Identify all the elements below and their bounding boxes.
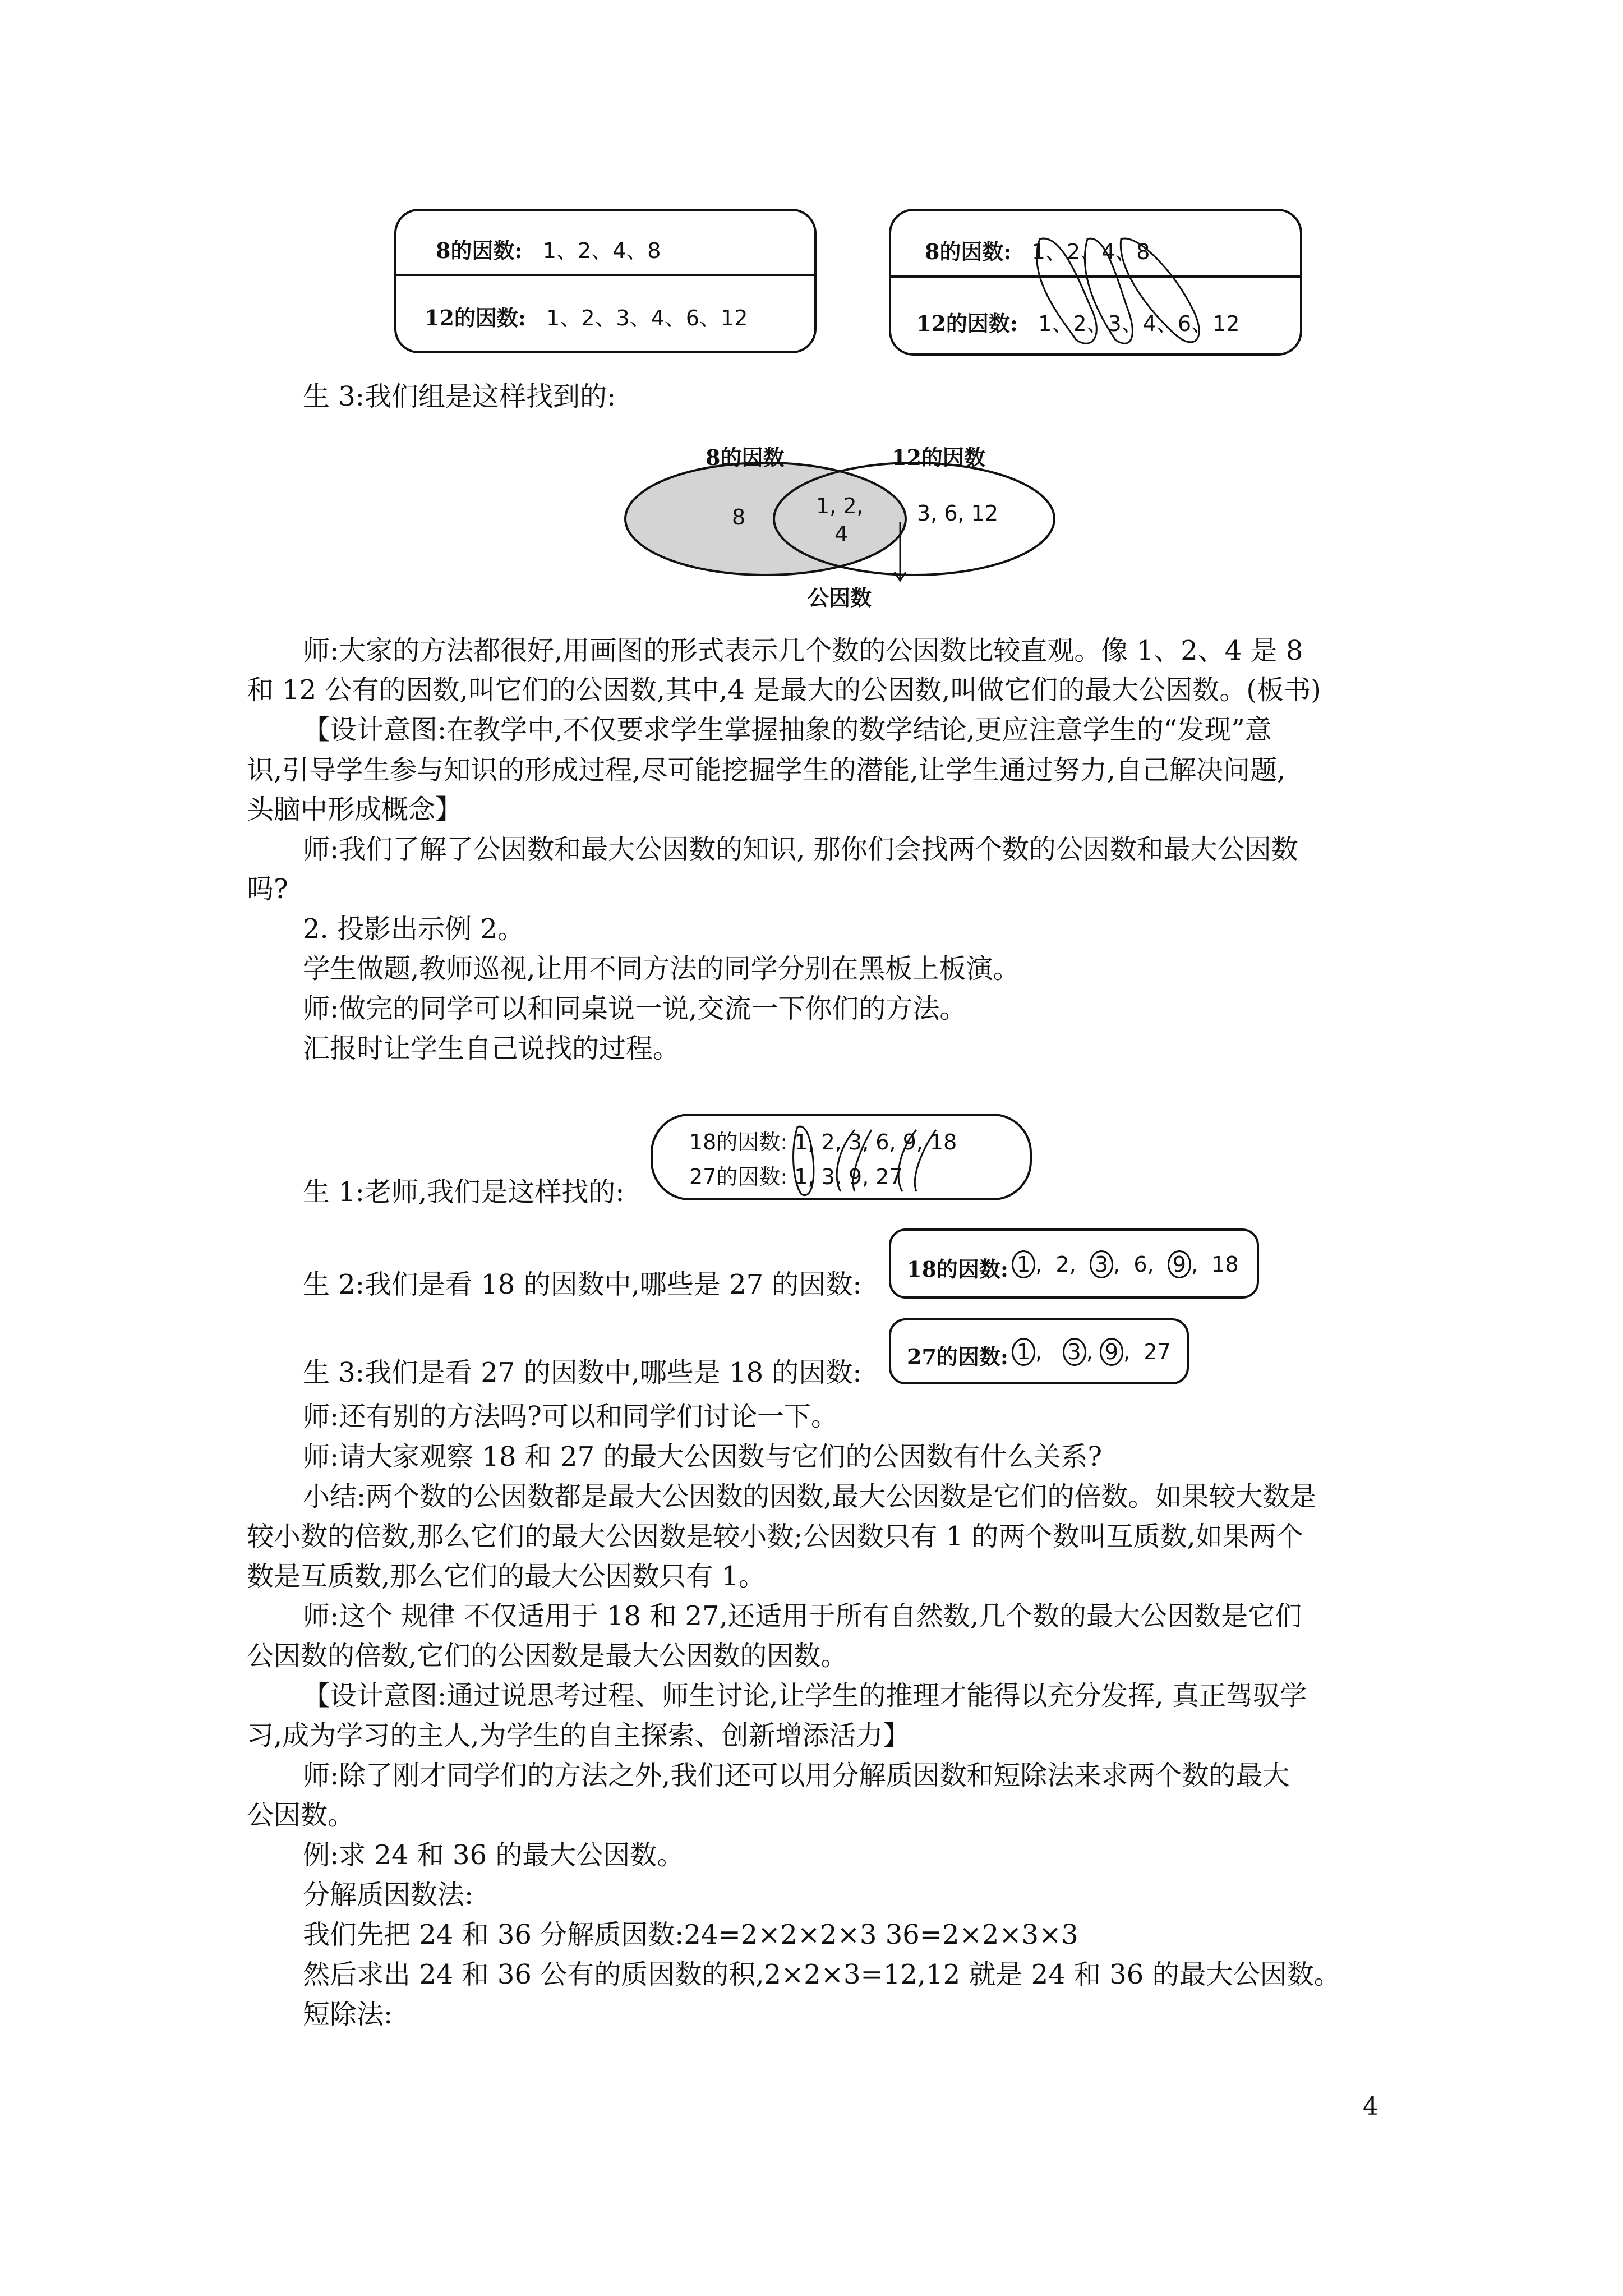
factor-box-right [889, 209, 1302, 356]
row-values: 1、2、3、4、6、12 [1038, 311, 1240, 336]
paragraph: 师:我们了解了公因数和最大公因数的知识, 那你们会找两个数的公因数和最大公因数 [303, 834, 1298, 865]
paragraph: 识,引导学生参与知识的形成过程,尽可能挖掘学生的潜能,让学生通过努力,自己解决问题, [247, 754, 1286, 786]
venn-right-label: 12的因数 [892, 445, 985, 470]
venn-left-label: 8的因数 [706, 445, 785, 470]
paragraph: 师:做完的同学可以和同桌说一说,交流一下你们的方法。 [303, 993, 967, 1024]
venn-right-only: 3, 6, 12 [917, 501, 999, 526]
paragraph: 师:这个 规律 不仅适用于 18 和 27,还适用于所有自然数,几个数的最大公因数是它们 [303, 1600, 1302, 1632]
paragraph: 短除法: [303, 1999, 393, 2030]
paragraph: 师:请大家观察 18 和 27 的最大公因数与它们的公因数有什么关系? [303, 1441, 1103, 1473]
row-values: 1、2、4、8 [542, 238, 661, 263]
paragraph: 习,成为学习的主人,为学生的自主探索、创新增添活力】 [247, 1720, 910, 1751]
paragraph: 例:求 24 和 36 的最大公因数。 [303, 1839, 684, 1871]
s1-row1: 18的因数: 1, 2, 3, 6, 9, 18 [689, 1130, 957, 1154]
paragraph: 公因数的倍数,它们的公因数是最大公因数的因数。 [247, 1640, 848, 1672]
paragraph: 和 12 公有的因数,叫它们的公因数,其中,4 是最大的公因数,叫做它们的最大公因数。(板书) [247, 674, 1321, 706]
row-label: 12的因数: [916, 311, 1018, 336]
row-values: 1、2、3、4、6、12 [546, 306, 748, 330]
paragraph: 2. 投影出示例 2。 [303, 913, 524, 945]
paragraph: 汇报时让学生自己说找的过程。 [303, 1033, 680, 1064]
s1-row2: 27的因数: 1, 3, 9, 27 [689, 1165, 903, 1189]
factor-box-left [394, 209, 817, 353]
venn-left-only: 8 [732, 505, 746, 530]
paragraph: 生 1:老师,我们是这样找的: [303, 1176, 625, 1208]
paragraph: 生 3:我们组是这样找到的: [303, 381, 616, 412]
s3-values: 1 , 3 , 9 , 27 [1012, 1340, 1171, 1364]
row-label: 8的因数: [436, 238, 523, 263]
connecting-loops [891, 211, 1304, 358]
paragraph: 较小数的倍数,那么它们的最大公因数是较小数;公因数只有 1 的两个数叫互质数,如果两个 [247, 1521, 1303, 1552]
divider [396, 274, 814, 276]
paragraph: 我们先把 24 和 36 分解质因数:24=2×2×2×3 36=2×2×3×3 [303, 1919, 1078, 1950]
paragraph: 分解质因数法: [303, 1879, 474, 1911]
paragraph: 师:还有别的方法吗?可以和同学们讨论一下。 [303, 1401, 838, 1432]
paragraph: 数是互质数,那么它们的最大公因数只有 1。 [247, 1561, 766, 1592]
paragraph: 【设计意图:通过说思考过程、师生讨论,让学生的推理才能得以充分发挥, 真正驾驭学 [303, 1680, 1307, 1711]
paragraph: 师:除了刚才同学们的方法之外,我们还可以用分解质因数和短除法来求两个数的最大 [303, 1760, 1290, 1791]
paragraph: 师:大家的方法都很好,用画图的形式表示几个数的公因数比较直观。像 1、2、4 是 8 [303, 635, 1303, 666]
paragraph: 小结:两个数的公因数都是最大公因数的因数,最大公因数是它们的倍数。如果较大数是 [303, 1481, 1317, 1512]
paragraph: 学生做题,教师巡视,让用不同方法的同学分别在黑板上板演。 [303, 953, 1020, 984]
paragraph: 公因数。 [247, 1800, 355, 1831]
row-values: 1、2、4、8 [1031, 240, 1150, 264]
venn-common: 4 [834, 522, 849, 546]
paragraph: 【设计意图:在教学中,不仅要求学生掌握抽象的数学结论,更应注意学生的“发现”意 [303, 714, 1272, 746]
row-label: 12的因数: [425, 305, 526, 330]
paragraph: 生 2:我们是看 18 的因数中,哪些是 27 的因数: [303, 1269, 862, 1300]
paragraph: 吗? [247, 873, 288, 905]
row-label: 8的因数: [925, 239, 1012, 264]
venn-caption: 公因数 [808, 585, 872, 610]
s2-label: 18的因数: [907, 1257, 1008, 1282]
page-number: 4 [1363, 2092, 1378, 2121]
paragraph: 然后求出 24 和 36 公有的质因数的积,2×2×3=12,12 就是 24 和 36 的最大公因数。 [303, 1959, 1341, 1990]
s3-label: 27的因数: [907, 1344, 1008, 1369]
paragraph: 头脑中形成概念】 [247, 794, 463, 825]
paragraph: 生 3:我们是看 27 的因数中,哪些是 18 的因数: [303, 1357, 862, 1388]
venn-common: 1, 2, [816, 494, 864, 518]
s2-values: 1 , 2, 3 , 6, 9 , 18 [1012, 1252, 1239, 1277]
